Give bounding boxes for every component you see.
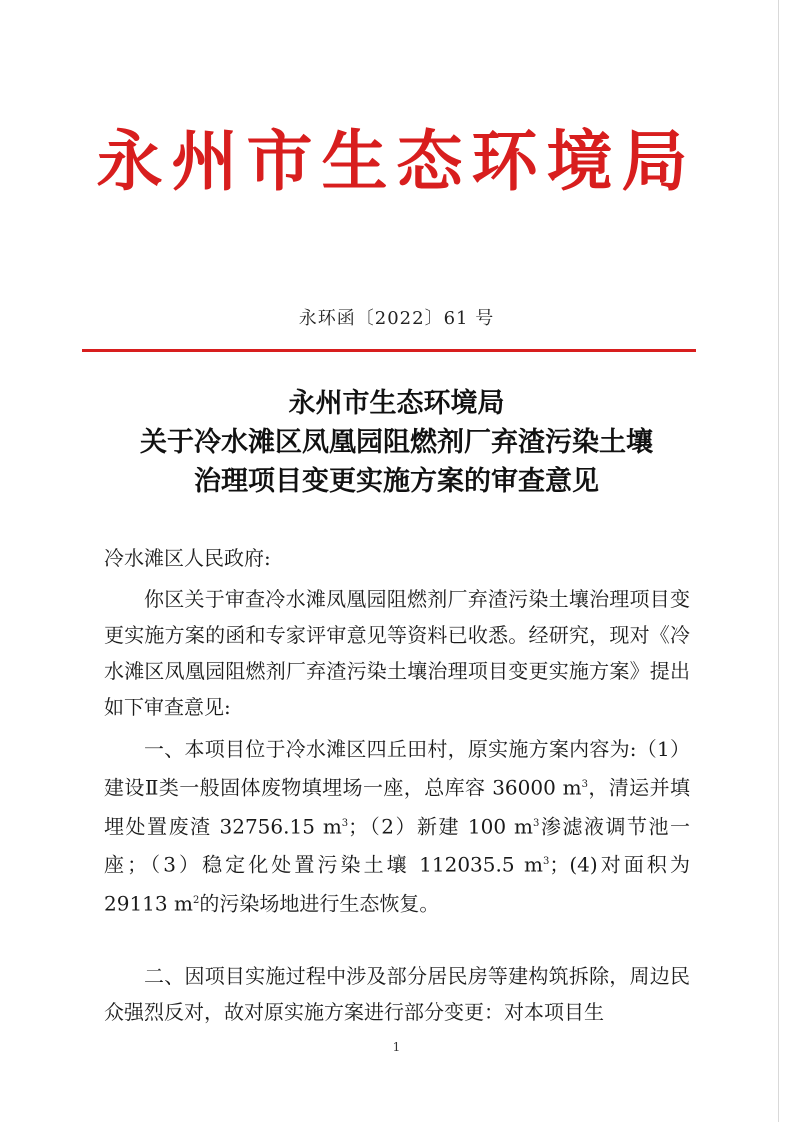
superscript: 3 [581,779,588,790]
superscript: 3 [341,817,349,829]
paragraph-text: 渗滤液调节池一座；（3）稳定化处置污染土壤 112035.5 m [104,814,691,877]
paragraph-original-plan [104,731,690,922]
document-title [0,384,793,501]
page-number: 1 [392,1040,401,1054]
superscript: 3 [542,856,550,868]
paragraph-changes: 二、因项目实施过程中涉及部分居民房等建构筑拆除，周边民众强烈反对，故对原实施方案进行部分变更：对本项目生 [104,964,690,1024]
title-line-3: 治理项目变更实施方案的审查意见 [194,466,599,497]
letterhead: 永州市生态环境局 [96,122,697,200]
red-divider [82,349,696,352]
paragraph-text: ，清运并填埋处置废渣 32756.15 m [104,775,690,839]
title-line-2: 关于冷水滩区凤凰园阻燃剂厂弃渣污染土壤 [140,427,653,458]
paragraph-text: 一、本项目位于冷水滩区四丘田村，原实施方案内容为:（1）建设Ⅱ类一般固体废物填埋场一座，总库容 36000 m [104,737,690,800]
salutation: 冷水滩区人民政府: [104,546,271,570]
title-line-1: 永州市生态环境局 [288,388,505,419]
superscript: 2 [192,894,200,906]
superscript: 3 [532,817,540,829]
paragraph-text: ；(4)对面积为 29113 m [104,852,690,916]
document-number: 永环函〔2022〕61 号 [298,308,495,329]
paragraph-intro: 你区关于审查冷水滩凤凰园阻燃剂厂弃渣污染土壤治理项目变更实施方案的函和专家评审意见等资料已收悉。经研究，现对《冷水滩区凤凰园阻燃剂厂弃渣污染土壤治理项目变更实施方案》提出如下审查意见: [104,587,690,719]
paragraph-text: ；（2）新建 100 m [348,814,533,839]
paragraph-text: 的污染场地进行生态恢复。 [199,891,440,916]
